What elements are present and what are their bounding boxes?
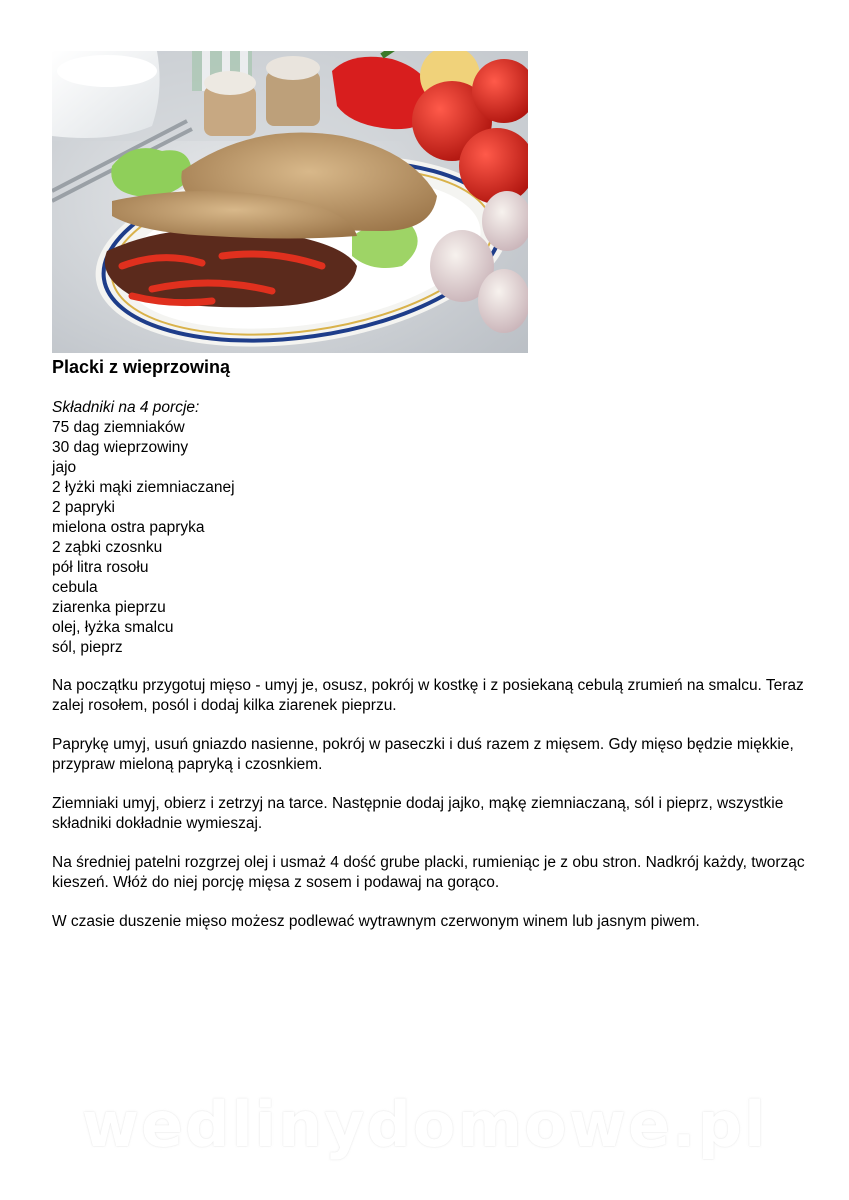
ingredient-item: olej, łyżka smalcu — [52, 619, 174, 636]
ingredient-item: cebula — [52, 579, 98, 596]
step-paragraph: Na średniej patelni rozgrzej olej i usmaż 4 dość grube placki, rumieniąc je z obu stron. Nadkrój każdy, tworząc kieszeń. Włóż do niej porcję mięsa z sosem i podawaj na gorąco. — [52, 854, 805, 891]
ingredients-list — [52, 398, 235, 658]
ingredient-item: 30 dag wieprzowiny — [52, 439, 189, 456]
step-paragraph: Paprykę umyj, usuń gniazdo nasienne, pokrój w paseczki i duś razem z mięsem. Gdy mięso będzie miękkie, przypraw mieloną papryką i czosnkiem. — [52, 736, 794, 773]
recipe-title: Placki z wieprzowiną — [52, 357, 231, 377]
ingredient-item: 75 dag ziemniaków — [52, 419, 185, 436]
step-paragraph: Ziemniaki umyj, obierz i zetrzyj na tarce. Następnie dodaj jajko, mąkę ziemniaczaną, sól i pieprz, wszystkie składniki dokładnie wymieszaj. — [52, 795, 784, 832]
ingredient-item: jajo — [52, 459, 77, 476]
ingredient-item: pół litra rosołu — [52, 559, 149, 576]
step-paragraph: Na początku przygotuj mięso - umyj je, osusz, pokrój w kostkę i z posiekaną cebulą zrumień na smalcu. Teraz zalej rosołem, posól i dodaj kilka ziarenek pieprzu. — [52, 677, 804, 714]
step-paragraph: W czasie duszenie mięso możesz podlewać wytrawnym czerwonym winem lub jasnym piwem. — [52, 913, 700, 930]
ingredient-item: ziarenka pieprzu — [52, 599, 166, 616]
ingredients-heading: Składniki na 4 porcje: — [52, 399, 200, 416]
recipe-photo — [52, 51, 528, 353]
site-watermark: wedlinydomowe.pl — [81, 1088, 768, 1161]
preparation-steps — [52, 676, 812, 951]
ingredient-item: 2 ząbki czosnku — [52, 539, 163, 556]
ingredient-item: mielona ostra papryka — [52, 519, 205, 536]
ingredient-item: sól, pieprz — [52, 639, 123, 656]
ingredient-item: 2 łyżki mąki ziemniaczanej — [52, 479, 235, 496]
ingredient-item: 2 papryki — [52, 499, 115, 516]
